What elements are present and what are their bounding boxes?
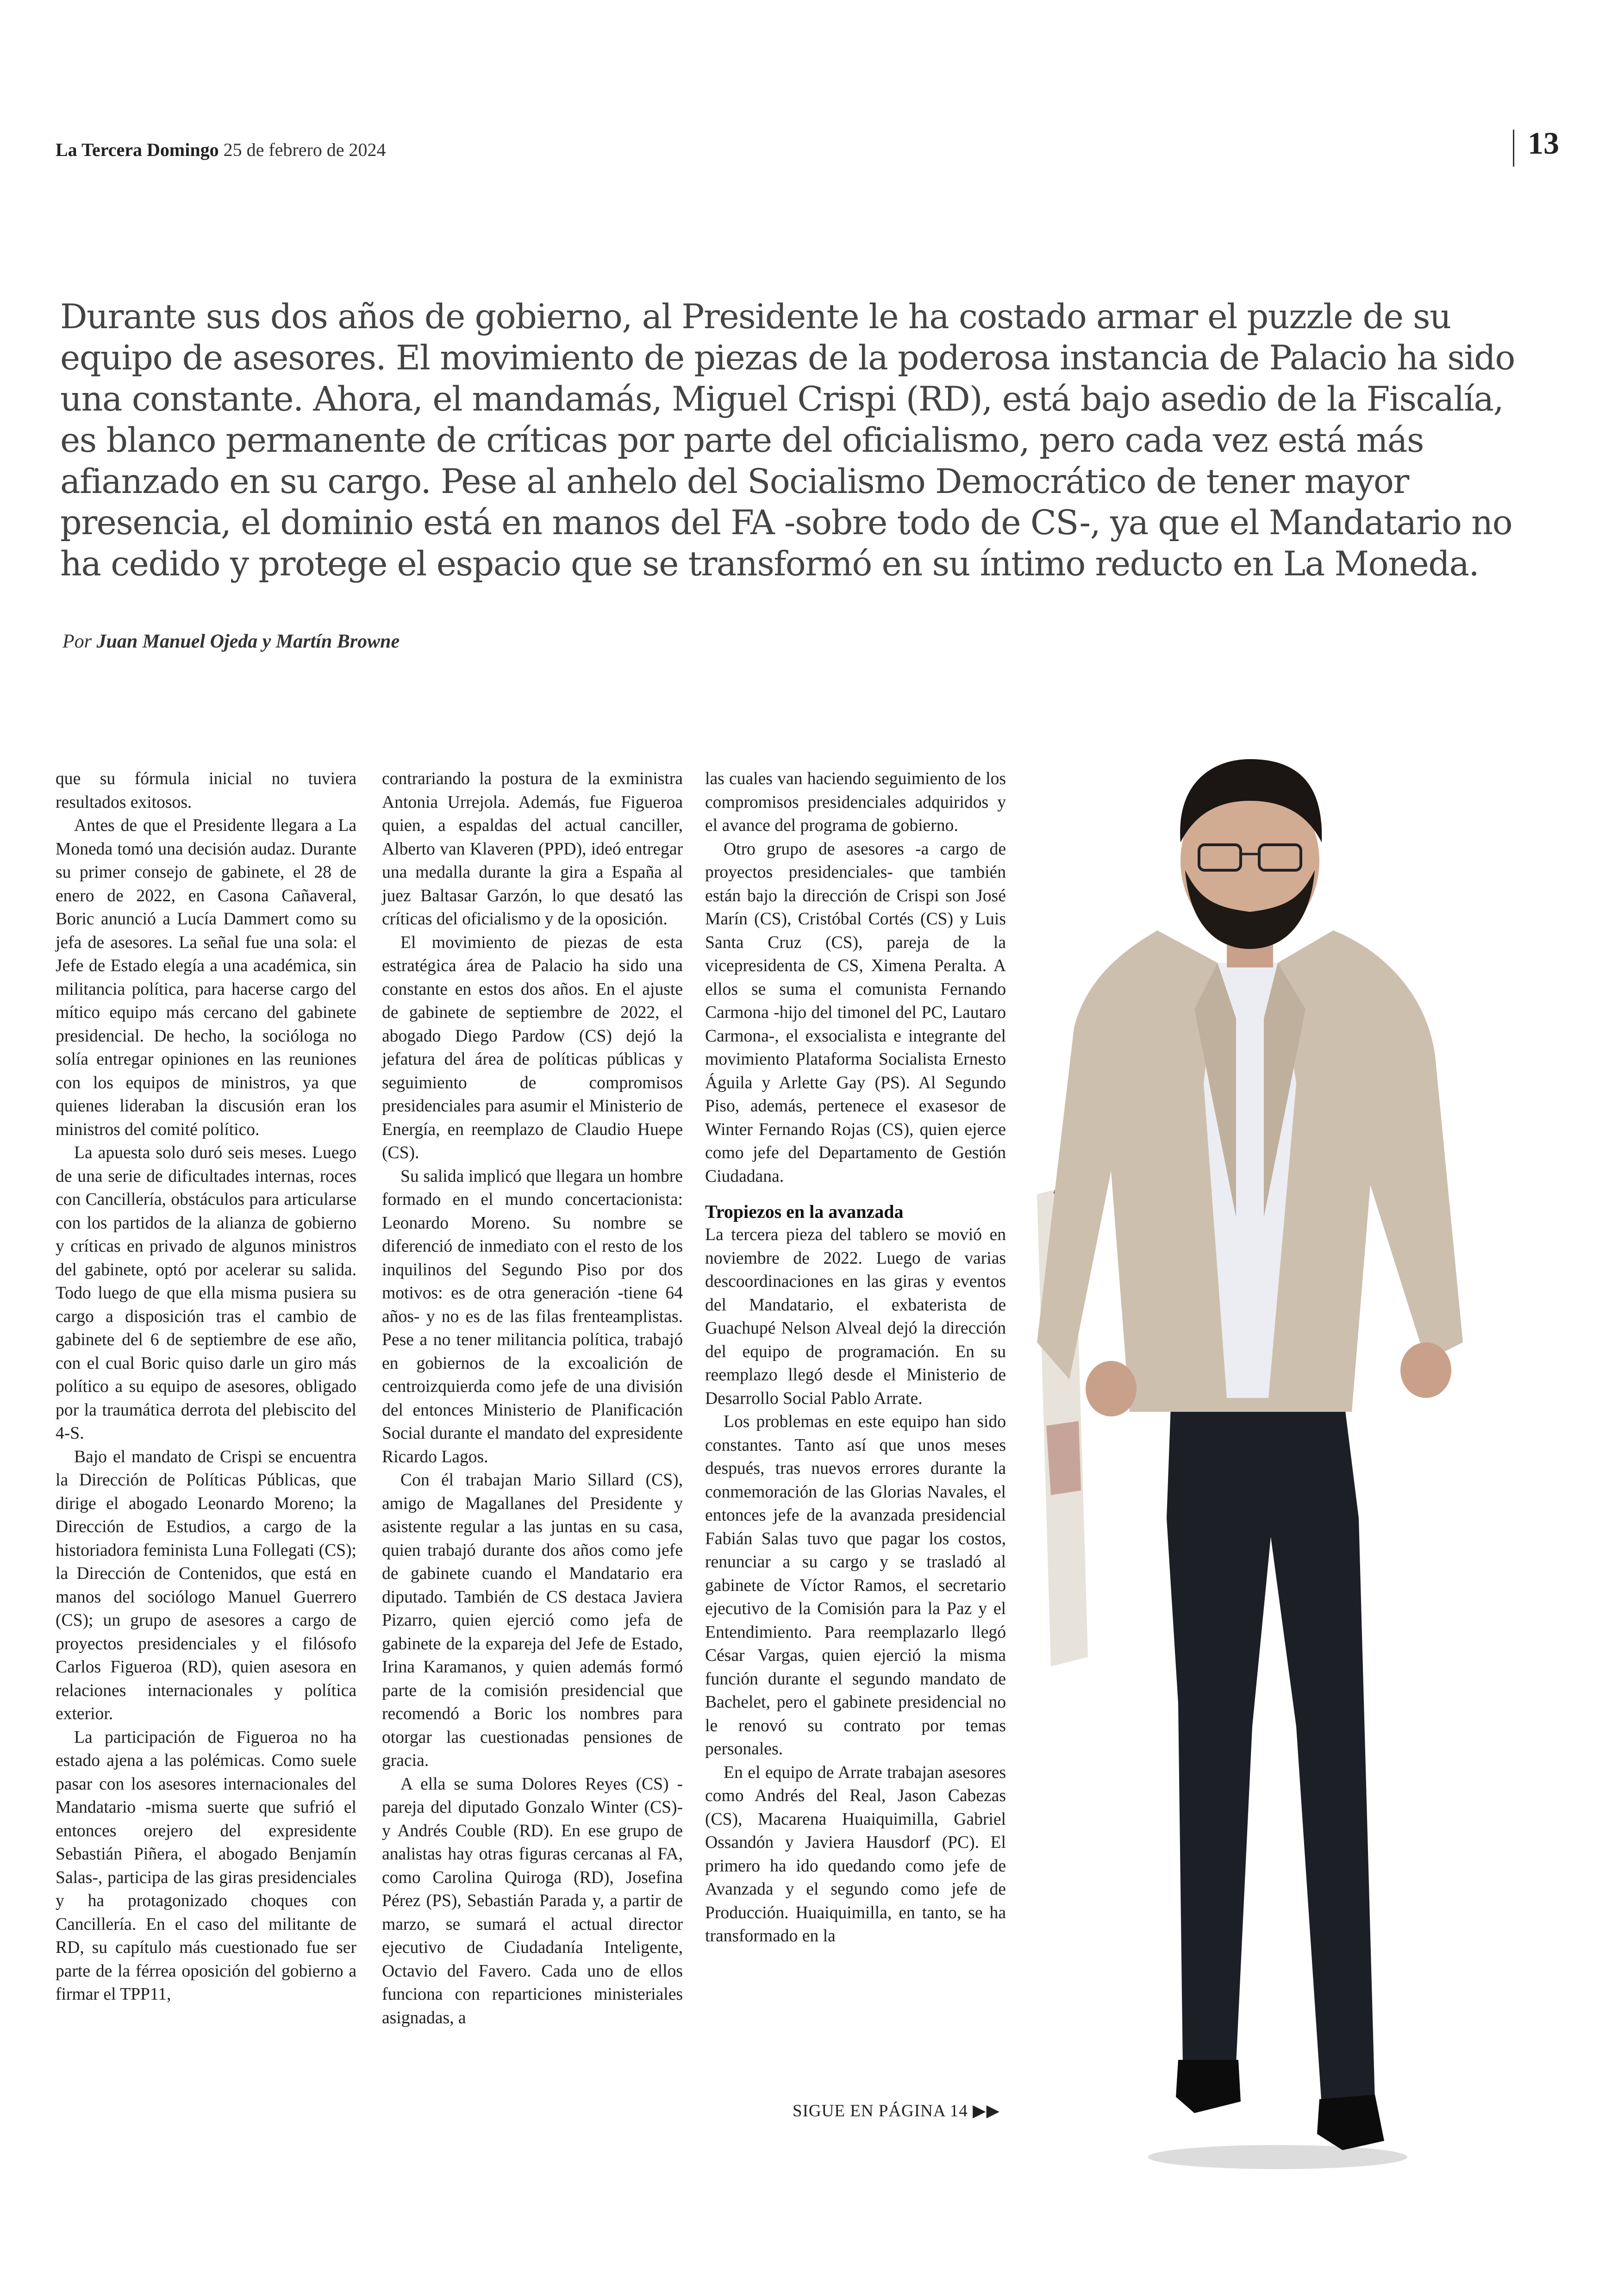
paragraph: Otro grupo de asesores -a cargo de proyectos presidenciales- que también están bajo la dirección de Crispi son José Marín (CS), Cristóbal Cortés (CS) y Luis Santa Cruz (CS), pareja de la vicepresidenta de CS, Ximena Peralta. A ellos se suma el comunista Fernando Carmona -hijo del timonel del PC, Lautaro Carmona-, el exsocialista e integrante del movimiento Plataforma Socialista Ernesto Águila y Arlette Gay (PS). Al Segundo Piso, además, pertenece el exasesor de Winter Fernando Rojas (CS), quien ejerce como jefe del Departamento de Gestión Ciudadana.	[705, 839, 1006, 1186]
publication-name: La Tercera Domingo	[56, 139, 219, 160]
paragraph: La tercera pieza del tablero se movió en noviembre de 2022. Luego de varias descoordinaciones en las giras y eventos del Mandatario, el exbaterista de Guachupé Nelson Alveal dejó la dirección del equipo de programación. En su reemplazo llegó desde el Ministerio de Desarrollo Social Pablo Arrate.	[705, 1225, 1006, 1408]
continued-on-page-note: SIGUE EN PÁGINA 14 ▶▶	[793, 2102, 1000, 2120]
section-heading: Tropiezos en la avanzada	[705, 1201, 904, 1222]
article-column-1	[56, 767, 356, 2007]
publication-header	[56, 139, 386, 161]
page-number: 13	[1528, 125, 1559, 161]
page-number-rule	[1513, 130, 1514, 167]
paragraph: Bajo el mandato de Crispi se encuentra la Dirección de Políticas Públicas, que dirige el abogado Leonardo Moreno; la Dirección de Estudios, a cargo de la historiadora feminista Luna Follegati (CS); la Dirección de Contenidos, que está en manos del sociólogo Manuel Guerrero (CS); un grupo de asesores a cargo de proyectos presidenciales y el filósofo Carlos Figueroa (RD), quien asesora en relaciones internacionales y política exterior.	[56, 1447, 356, 1723]
paragraph: Su salida implicó que llegara un hombre formado en el mundo concertacionista: Leonardo Moreno. Su nombre se diferenció de inmediato con el resto de los inquilinos del Segundo Piso por dos motivos: es de otra generación -tiene 64 años- y no es de las filas frenteamplistas. Pese a no tener militancia política, trabajó en gobiernos de la excoalición de centroizquierda como jefe de una división del entonces Ministerio de Planificación Social durante el mandato del expresidente Ricardo Lagos.	[382, 1166, 683, 1466]
byline-authors: Juan Manuel Ojeda y Martín Browne	[96, 631, 400, 652]
byline-prefix: Por	[62, 631, 92, 652]
paragraph: Antes de que el Presidente llegara a La Moneda tomó una decisión audaz. Durante su primer consejo de gabinete, el 28 de enero de 2022, en Casona Cañaveral, Boric anunció a Lucía Dammert como su jefa de asesores. La señal fue una sola: el Jefe de Estado elegía a una académica, sin militancia política, para hacerse cargo del mítico equipo más cercano del gabinete presidencial. De hecho, la socióloga no solía entregar opiniones en las reuniones con los equipos de ministros, ya que quienes lideraban la discusión eran los ministros del comité político.	[56, 816, 356, 1139]
article-column-3	[705, 767, 1006, 1948]
publication-date: 25 de febrero de 2024	[223, 139, 386, 160]
paragraph: Los problemas en este equipo han sido constantes. Tanto así que unos meses después, tras nuevos errores durante la conmemoración de las Glorias Navales, el entonces jefe de la avanzada presidencial Fabián Salas tuvo que pagar los costos, renunciar a su cargo y se trasladó al gabinete de Víctor Ramos, el secretario ejecutivo de la Comisión para la Paz y el Entendimiento. Para reemplazarlo llegó César Vargas, quien ejerció la misma función durante el segundo mandato de Bachelet, pero el gabinete presidencial no le renovó su contrato por temas personales.	[705, 1412, 1006, 1759]
paragraph: La apuesta solo duró seis meses. Luego de una serie de dificultades internas, roces con Cancillería, obstáculos para articularse con los partidos de la alianza de gobierno y críticas en privado de algunos ministros del gabinete, optó por acelerar su salida. Todo luego de que ella misma pusiera su cargo a disposición tras el cambio de gabinete del 6 de septiembre de ese año, con el cual Boric quiso darle un giro más político a su equipo de asesores, obligado por la traumática derrota del plebiscito del 4-S.	[56, 1143, 356, 1443]
paragraph: Con él trabajan Mario Sillard (CS), amigo de Magallanes del Presidente y asistente regular a las juntas en su casa, quien trabajó durante dos años como jefe de gabinete cuando el Mandatario era diputado. También de CS destaca Javiera Pizarro, quien ejerció como jefa de gabinete de la expareja del Jefe de Estado, Irina Karamanos, y quien además formó parte de la comisión presidencial que recomendó a Boric los nombres para otorgar las cuestionadas pensiones de gracia.	[382, 1471, 683, 1770]
byline	[62, 630, 400, 653]
article-column-2	[382, 767, 683, 2030]
paragraph: En el equipo de Arrate trabajan asesores como Andrés del Real, Jason Cabezas (CS), Macarena Huaiquimilla, Gabriel Ossandón y Javiera Hausdorf (PC). El primero ha ido quedando como jefe de Avanzada y el segundo como jefe de Producción. Huaiquimilla, en tanto, se ha transformado en la	[705, 1763, 1006, 1946]
paragraph: que su fórmula inicial no tuviera resultados exitosos.	[56, 769, 356, 812]
portrait-photo	[1018, 731, 1583, 2176]
paragraph: El movimiento de piezas de esta estratégica área de Palacio ha sido una constante en estos dos años. En el ajuste de gabinete de septiembre de 2022, el abogado Diego Pardow (CS) dejó la jefatura del área de políticas públicas y seguimiento de compromisos presidenciales para asumir el Ministerio de Energía, en reemplazo de Claudio Huepe (CS).	[382, 933, 683, 1162]
paragraph: A ella se suma Dolores Reyes (CS) -pareja del diputado Gonzalo Winter (CS)- y Andrés Couble (RD). En ese grupo de analistas hay otras figuras cercanas al FA, como Carolina Quiroga (RD), Josefina Pérez (PS), Sebastián Parada y, a partir de marzo, se sumará el actual director ejecutivo de Ciudadanía Inteligente, Octavio del Favero. Cada uno de ellos funciona con reparticiones ministeriales asignadas, a	[382, 1774, 683, 2027]
paragraph: las cuales van haciendo seguimiento de los compromisos presidenciales adquiridos y el avance del programa de gobierno.	[705, 769, 1006, 835]
paragraph: La participación de Figueroa no ha estado ajena a las polémicas. Como suele pasar con los asesores internacionales del Mandatario -misma suerte que sufrió el entonces orejero del expresidente Sebastián Piñera, el abogado Benjamín Salas-, participa de las giras presidenciales y ha protagonizado choques con Cancillería. En el caso del militante de RD, su capítulo más cuestionado fue ser parte de la férrea oposición del gobierno a firmar el TPP11,	[56, 1727, 356, 2004]
article-deck: Durante sus dos años de gobierno, al Presidente le ha costado armar el puzzle de su equipo de asesores. El movimiento de piezas de la poderosa instancia de Palacio ha sido una constante. Ahora, el mandamás, Miguel Crispi (RD), está bajo asedio de la Fiscalía, es blanco permanente de críticas por parte del oficialismo, pero cada vez está más afianzado en su cargo. Pese al anhelo del Socialismo Democrático de tener mayor presencia, el dominio está en manos del FA -sobre todo de CS-, ya que el Mandatario no ha cedido y protege el espacio que se transformó en su íntimo reducto en La Moneda.	[60, 297, 1515, 584]
paragraph: contrariando la postura de la exministra Antonia Urrejola. Además, fue Figueroa quien, a espaldas del actual canciller, Alberto van Klaveren (PPD), ideó entregar una medalla durante la gira a España al juez Baltasar Garzón, lo que desató las críticas del oficialismo y de la oposición.	[382, 769, 683, 929]
